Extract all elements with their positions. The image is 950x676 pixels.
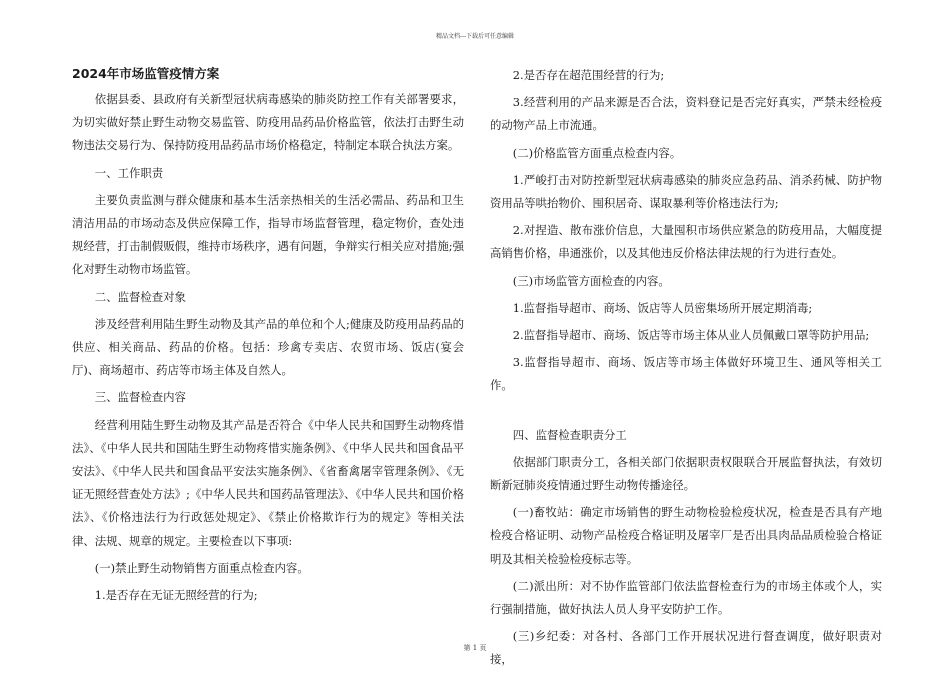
- subsection-heading: (二)价格监管方面重点检查内容。: [512, 145, 682, 160]
- list-item: 1.严峻打击对防控新型冠状病毒感染的肺炎应急药品、消杀药械、防护物资用品等哄抬物价、囤积居奇、谋取暴利等价格违法行为;: [490, 172, 882, 211]
- paragraph: 涉及经营利用陆生野生动物及其产品的单位和个人;健康及防疫用品药品的供应、相关商品、药品的价格。包括：珍禽专卖店、农贸市场、饭店(宴会厅)、商场超市、药店等市场主体及自然人。: [72, 316, 464, 378]
- left-column: [72, 64, 464, 611]
- paragraph: 依据部门职责分工，各相关部门依据职责权限联合开展监督执法，有效切断新冠肺炎疫情通过野生动物传播途径。: [490, 454, 882, 493]
- list-item: 1.是否存在无证无照经营的行为;: [94, 588, 258, 603]
- paragraph: 依据县委、县政府有关新型冠状病毒感染的肺炎防控工作有关部署要求，为切实做好禁止野生动物交易监管、防疫用品药品价格监管，依法打击野生动物违法交易行为、保持防疫用品药品市场价格稳定，特制定本联合执法方案。: [72, 92, 464, 153]
- page-number: 第 1 页: [463, 644, 487, 652]
- subsection-heading: (三)市场监管方面检查的内容。: [512, 273, 670, 288]
- list-item: 2.监督指导超市、商场、饭店等市场主体从业人员佩戴口罩等防护用品;: [512, 328, 870, 343]
- list-item: 3.监督指导超市、商场、饭店等市场主体做好环境卫生、通风等相关工作。: [490, 355, 882, 393]
- section-heading: 四、监督检查职责分工: [512, 427, 627, 442]
- header-note: 精品文档---下载后可任意编辑: [435, 33, 515, 40]
- section-heading: 一、工作职责: [94, 165, 164, 180]
- paragraph: (三)乡纪委：对各村、各部门工作开展状况进行督查调度，做好职责对接，: [490, 629, 882, 667]
- paragraph: (二)派出所：对不协作监管部门依法监督检查行为的市场主体或个人，实行强制措施，做好执法人员人身平安防护工作。: [490, 578, 882, 617]
- section-heading: 三、监督检查内容: [94, 390, 186, 405]
- right-column: [490, 64, 882, 676]
- list-item: 1.监督指导超市、商场、饭店等人员密集场所开展定期消毒;: [512, 300, 813, 315]
- list-item: 2.是否存在超范围经营的行为;: [512, 68, 665, 82]
- paragraph: (一)畜牧站：确定市场销售的野生动物检验检疫状况，检查是否具有产地检疫合格证明、动物产品检疫合格证明及屠宰厂是否出具肉品品质检验合格证明及其相关检验检疫标志等。: [490, 505, 882, 566]
- subsection-heading: (一)禁止野生动物销售方面重点检查内容。: [94, 560, 309, 575]
- list-item: 3.经营利用的产品来源是否合法，资料登记是否完好真实，严禁未经检疫的动物产品上市流通。: [490, 95, 882, 133]
- list-item: 2.对捏造、散布涨价信息，大量囤积市场供应紧急的防疫用品，大幅度提高销售价格，串通涨价，以及其他违反价格法律法规的行为进行查处。: [490, 223, 882, 261]
- blank-line: [490, 402, 882, 424]
- document-title: 2024年市场监管疫情方案: [72, 66, 220, 81]
- paragraph: 主要负责监测与群众健康和基本生活亲热相关的生活必需品、药品和卫生清洁用品的市场动态及供应保障工作，指导市场监督管理，稳定物价，查处违规经营，打击制假贩假，维持市场秩序，遇有问题，争辩实行相关应对措施;强化对野生动物市场监管。: [72, 192, 464, 277]
- section-heading: 二、监督检查对象: [94, 289, 186, 304]
- paragraph: 经营利用陆生野生动物及其产品是否符合《中华人民共和国野生动物疼惜法》、《中华人民共和国陆生野生动物疼惜实施条例》、《中华人民共和国食品平安法》、《中华人民共和国食品平安法实施条例》、《省畜禽屠宰管理条例》、《无证无照经营查处方法》;《中华人民共和国药品管理法》、《中华人民共和国价格法》、《价格违法行为行政惩处规定》、《禁止价格欺诈行为的规定》等相关法律、法规、规章的规定。主要检查以下事项:: [72, 417, 464, 548]
